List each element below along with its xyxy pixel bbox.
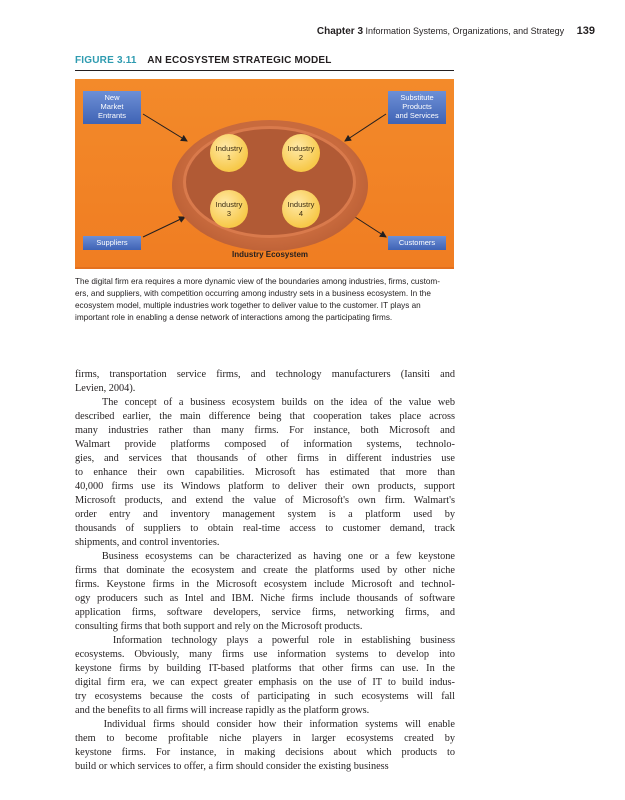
chapter-label: Chapter 3 [316,26,364,37]
industry-label: Industry [215,200,243,209]
industry-4-circle [282,190,320,228]
new-market-entrants-box [83,91,141,124]
body-line: keystone firms. For instance, in making decisions about which products to [75,747,455,758]
body-line: firms, transportation service firms, and technology manufacturers (Iansiti and [75,369,455,380]
body-line: ogy producers such as Intel and IBM. Niche firms include thousands of software [75,593,455,604]
figure-title [75,55,332,66]
arrow-new-entrants [143,114,187,141]
arrow-customers [355,217,386,237]
figure-description-line: ers, and suppliers, with competition occurring among industry sets in a business ecosystem. In the [75,289,431,298]
industry-3-circle [210,190,248,228]
ecosystem-inner-ring [183,126,356,238]
industry-number: 1 [226,153,232,162]
body-line: shipments, and control inventories. [75,537,220,548]
body-line: Microsoft products, and extend the value of Microsoft's own firm. Walmart's [75,495,455,506]
body-line: to enhance their own capabilities. Microsoft has estimated that more than [75,467,455,478]
body-line: firms that dominate the ecosystem and create the platforms used by other niche [75,565,455,576]
body-line: Walmart provide platforms composed of information systems, technolo- [75,439,455,450]
box-line: Market [100,102,124,111]
body-line: them to become profitable niche players in larger ecosystems created by [75,733,455,744]
ecosystem-diagram [75,79,454,269]
body-line: try ecosystems because the costs of participating in such ecosystems will fall [75,691,455,702]
body-line: described earlier, the main difference being that cooperation takes place across [75,411,455,422]
body-line: thousands of suppliers to obtain real-time access to customer demand, track [75,523,455,534]
body-line: and the benefits to all firms will increase rapidly as the platform grows. [75,705,370,716]
body-line: Information technology plays a powerful role in establishing business [75,635,455,646]
industry-label: Industry [287,144,315,153]
arrow-suppliers [143,217,185,237]
figure-number: FIGURE 3.11 [75,55,137,66]
body-line: Levien, 2004). [75,383,136,394]
body-line: ecosystems. Obviously, many firms use information systems to develop into [75,649,455,660]
body-line: keystone firms by building IT-based platforms that other firms can use. In the [75,663,455,674]
industry-number: 2 [298,153,304,162]
arrow-substitutes [345,114,386,141]
industry-label: Industry [287,200,315,209]
body-line: consulting firms that both support and rely on the Microsoft products. [75,621,363,632]
body-line: Business ecosystems can be characterized as having one or a few keystone [75,551,455,562]
body-text [75,368,455,774]
chapter-title: Information Systems, Organizations, and Strategy [365,26,565,36]
body-line: gies, and services that thousands of other firms in different industries use [75,453,455,464]
customers-box: Customers [388,236,446,250]
substitute-products-box [388,91,446,124]
suppliers-box: Suppliers [83,236,141,250]
box-line: Entrants [98,111,126,120]
body-line: firms. Keystone firms in the Microsoft ecosystem include Microsoft and technol- [75,579,455,590]
figure-description-line: important role in enabling a dense network of interactions among the participating firms. [75,313,393,322]
body-line: Individual firms should consider how their information systems will enable [75,719,455,730]
box-line: Products [402,102,432,111]
figure-description-line: The digital firm era requires a more dynamic view of the boundaries among industries, firms, custom- [75,277,440,286]
body-line: The concept of a business ecosystem builds on the idea of the value web [75,397,455,408]
body-line: build or which services to offer, a firm should consider the existing business [75,761,389,772]
body-line: 40,000 firms use its Windows platform to deliver their own products, support [75,481,455,492]
industry-label: Industry [215,144,243,153]
industry-2-circle [282,134,320,172]
body-line: digital firm era, we can expect greater emphasis on the use of IT to build indus- [75,677,455,688]
running-head [60,25,595,37]
figure-description-line: ecosystem model, multiple industries work together to deliver value to the customer. IT plays an [75,301,421,310]
figure-title-text: AN ECOSYSTEM STRATEGIC MODEL [147,55,332,66]
industry-1-circle [210,134,248,172]
industry-number: 3 [226,209,232,218]
ecosystem-label: Industry Ecosystem [231,250,309,259]
figure-description [75,276,455,324]
box-line: and Services [395,111,439,120]
body-line: many industries rather than many firms. For instance, both Microsoft and [75,425,455,436]
page-number: 139 [576,25,595,37]
box-line: New [104,93,120,102]
industry-number: 4 [298,209,304,218]
box-line: Substitute [400,93,434,102]
figure-rule [75,70,454,71]
body-line: order entry and inventory management system is a platform used by [75,509,455,520]
body-line: application firms, software developers, service firms, networking firms, and [75,607,455,618]
